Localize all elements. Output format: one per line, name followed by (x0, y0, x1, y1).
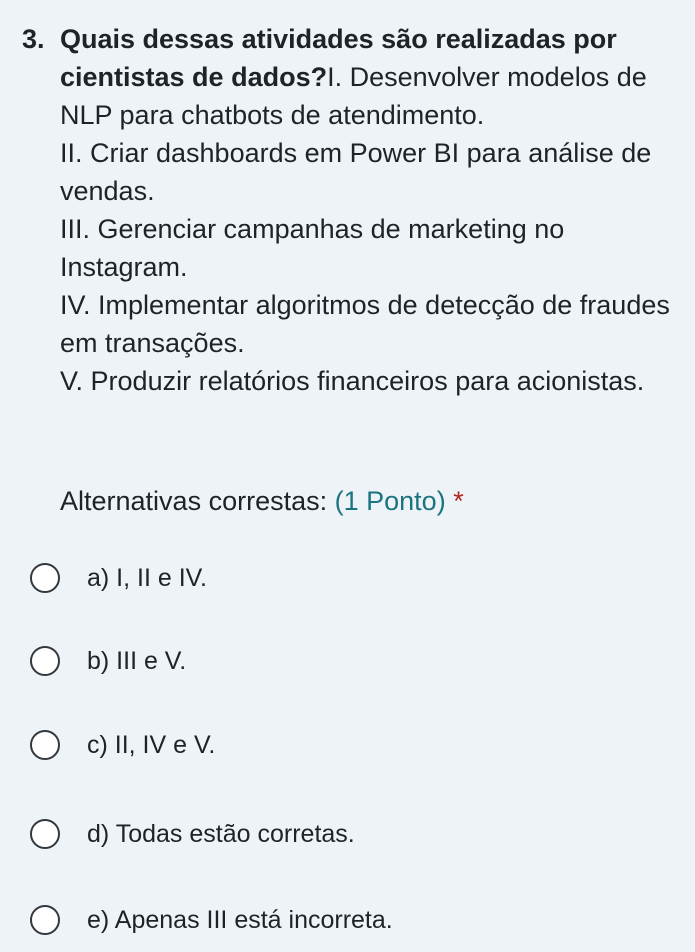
statement-4: IV. Implementar algoritmos de detecção de fraudes em transações. (60, 290, 670, 358)
option-e[interactable] (30, 900, 393, 940)
radio-button-b[interactable] (30, 646, 60, 676)
option-c[interactable] (30, 725, 215, 765)
option-b[interactable] (30, 641, 186, 681)
option-d-label: d) Todas estão corretas. (87, 820, 355, 848)
radio-button-a[interactable] (30, 563, 60, 593)
option-b-label: b) III e V. (87, 647, 187, 675)
radio-button-d[interactable] (30, 819, 60, 849)
option-d[interactable] (30, 814, 355, 854)
required-asterisk: * (453, 486, 464, 516)
statement-2: II. Criar dashboards em Power BI para análise de vendas. (60, 138, 652, 206)
option-a[interactable] (30, 558, 207, 598)
answer-prompt (60, 482, 464, 520)
statement-3: III. Gerenciar campanhas de marketing no Instagram. (60, 214, 565, 282)
option-e-label: e) Apenas III está incorreta. (87, 906, 393, 934)
question-number: 3. (22, 24, 45, 54)
statement-1: I. Desenvolver modelos de NLP para chatbots de atendimento. (60, 62, 647, 130)
points-label: (1 Ponto) (334, 486, 446, 516)
option-c-label: c) II, IV e V. (87, 731, 216, 759)
statement-5: V. Produzir relatórios financeiros para acionistas. (60, 366, 645, 396)
question-text (60, 20, 682, 400)
prompt-text: Alternativas correstas: (60, 486, 328, 516)
radio-button-c[interactable] (30, 730, 60, 760)
radio-button-e[interactable] (30, 905, 60, 935)
question-title: Quais dessas atividades são realizadas por cientistas de dados? (60, 24, 617, 92)
option-a-label: a) I, II e IV. (87, 564, 207, 592)
question-header (22, 20, 682, 400)
